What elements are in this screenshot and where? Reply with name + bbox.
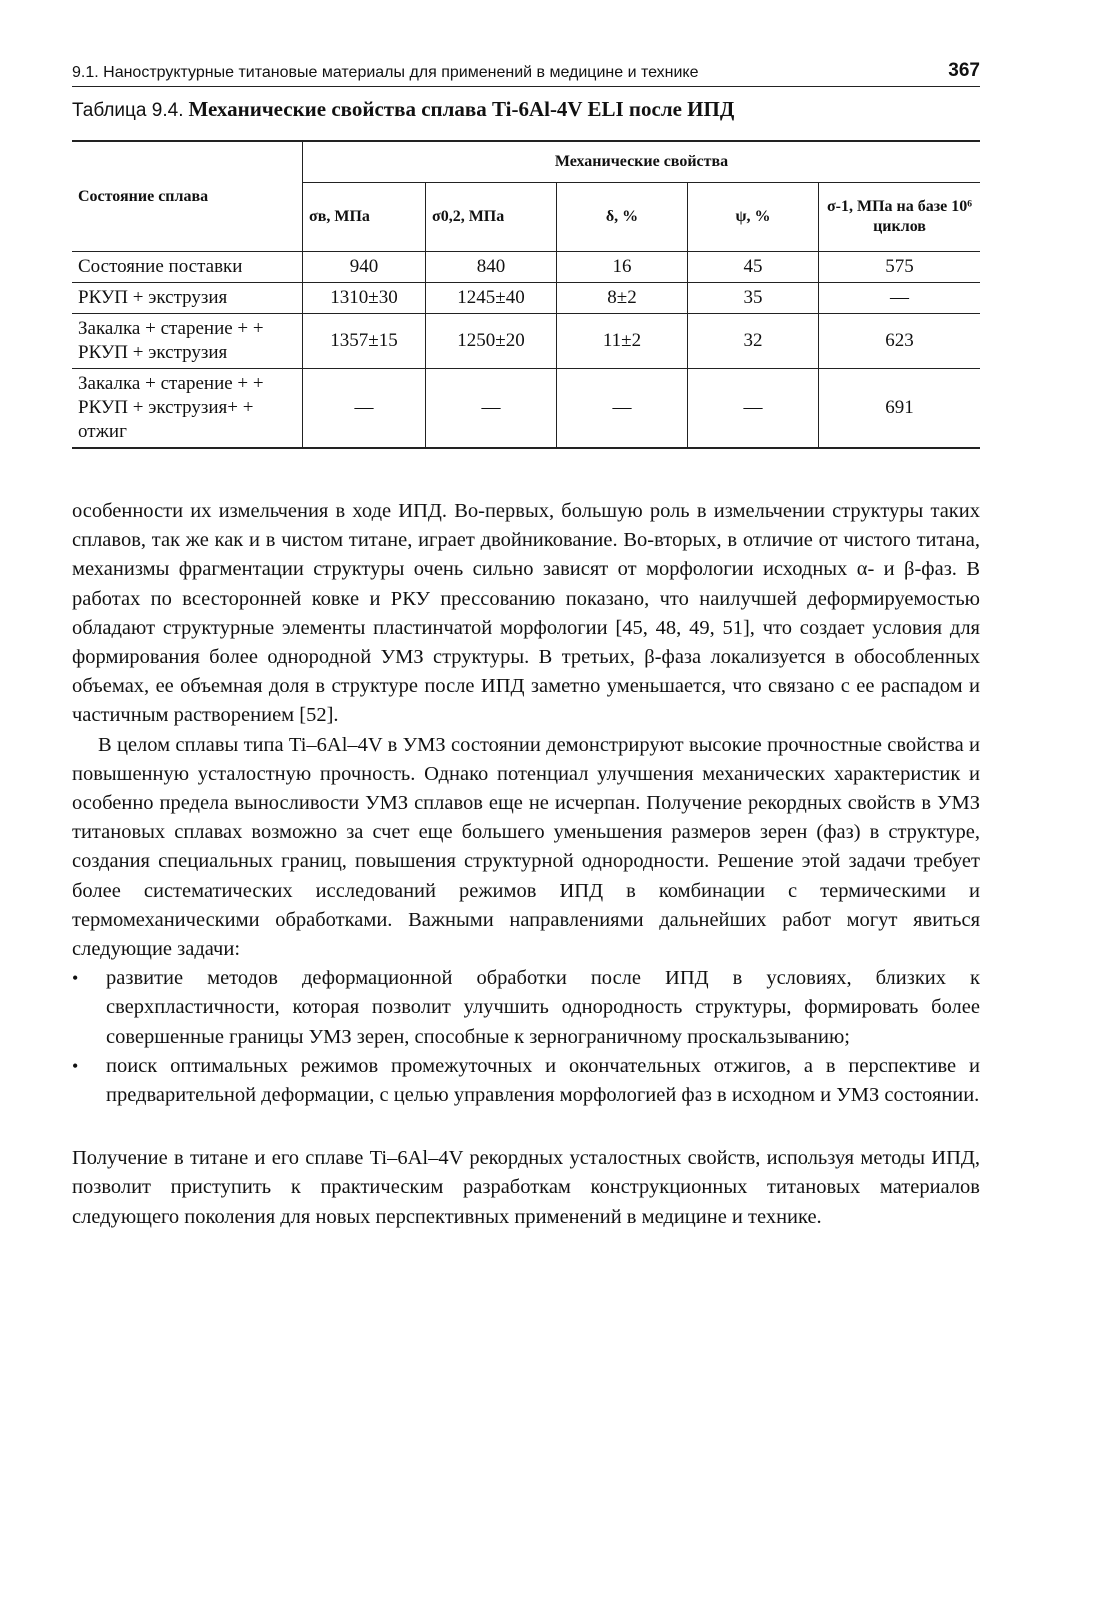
cell-value: —: [557, 369, 688, 449]
cell-value: 840: [426, 252, 557, 283]
cell-value: 1250±20: [426, 314, 557, 369]
cell-value: 1245±40: [426, 283, 557, 314]
elongation-header: δ, %: [557, 183, 688, 252]
bullet-icon: •: [72, 968, 79, 989]
cell-value: —: [688, 369, 819, 449]
reduction-area-header: ψ, %: [688, 183, 819, 252]
cell-value: 1310±30: [303, 283, 426, 314]
table-caption: [72, 97, 980, 122]
paragraph: В целом сплавы типа Ti–6Al–4V в УМЗ состоянии демонстрируют высокие прочностные свойства и повышенную усталостную прочность. Однако потенциал улучшения механических характеристик и особенно предела выносливости УМЗ сплавов еще не исчерпан. Получение рекордных свойств в УМЗ титановых сплавах возможно за счет еще большего уменьшения размеров зерен (фаз) в структуре, создания специальных границ, повышения структурной однородности. Решение этой задачи требует более систематических исследований режимов ИПД в комбинации с термическими и термомеханическими обработками. Важными направлениями дальнейших работ могут явиться следующие задачи:: [72, 733, 980, 961]
list-item: [72, 1052, 980, 1110]
cell-value: 11±2: [557, 314, 688, 369]
table-caption-label: Таблица 9.4.: [72, 100, 184, 121]
cell-value: 575: [819, 252, 981, 283]
state-column-header: Состояние сплава: [72, 141, 303, 252]
cell-value: —: [303, 369, 426, 449]
conclusion-paragraph: Получение в титане и его сплаве Ti–6Al–4V рекордных усталостных свойств, используя методы ИПД, позволит приступить к практическим разработкам конструкционных титановых материалов следующего поколения для новых перспективных применений в медицине и технике.: [72, 1147, 980, 1228]
table-row: [72, 314, 980, 369]
yield-strength-header: σ0,2, МПа: [426, 183, 557, 252]
task-list: [72, 964, 980, 1110]
section-title: 9.1. Наноструктурные титановые материалы для применений в медицине и технике: [72, 64, 699, 81]
table-row: [72, 283, 980, 314]
cell-value: 32: [688, 314, 819, 369]
table-row: [72, 369, 980, 449]
running-header: [72, 60, 980, 87]
row-state: РКУП + экструзия: [72, 283, 303, 314]
fatigue-limit-header: σ-1, МПа на базе 10⁶ циклов: [819, 183, 981, 252]
cell-value: 623: [819, 314, 981, 369]
list-item: [72, 964, 980, 1052]
cell-value: 35: [688, 283, 819, 314]
ultimate-strength-header: σв, МПа: [303, 183, 426, 252]
cell-value: 45: [688, 252, 819, 283]
cell-value: —: [426, 369, 557, 449]
paragraph: особенности их измельчения в ходе ИПД. Во-первых, большую роль в измельчении структуры таких сплавов, так же как и в чистом титане, играет двойникование. Во-вторых, в отличие от чистого титана, механизмы фрагментации структуры очень сильно зависят от морфологии исходных α- и β-фаз. В работах по всесторонней ковке и РКУ прессованию показано, что наилучшей деформируемостью обладают структурные элементы пластинчатой морфологии [45, 48, 49, 51], что создает условия для формирования более однородной УМЗ структуры. В третьих, β-фаза локализуется в обособленных объемах, ее объемная доля в структуре после ИПД заметно уменьшается, что связано с ее распадом и частичным растворением [52].: [72, 500, 980, 727]
row-state: Состояние поставки: [72, 252, 303, 283]
list-item-text: поиск оптимальных режимов промежуточных и окончательных отжигов, а в перспективе и предварительной деформации, с целью управления морфологией фаз в исходном и УМЗ состоянии.: [106, 1054, 980, 1107]
table-row: [72, 252, 980, 283]
row-state: Закалка + старение + + РКУП + экструзия: [72, 314, 303, 369]
body-text: [72, 497, 980, 1110]
mechanical-properties-table: [72, 140, 980, 449]
row-state: Закалка + старение + + РКУП + экструзия+ + отжиг: [72, 369, 303, 449]
cell-value: 16: [557, 252, 688, 283]
list-item-text: развитие методов деформационной обработки после ИПД в условиях, близких к сверхпластичности, которая позволит улучшить однородность структуры, формировать более совершенные границы УМЗ зерен, способные к зернограничному проскальзыванию;: [106, 967, 980, 1048]
cell-value: 691: [819, 369, 981, 449]
table-caption-title: Механические свойства сплава Ti-6Al-4V ELI после ИПД: [188, 97, 735, 121]
bullet-icon: •: [72, 1055, 79, 1076]
cell-value: 1357±15: [303, 314, 426, 369]
properties-group-header: Механические свойства: [303, 141, 981, 183]
cell-value: —: [819, 283, 981, 314]
page-number: 367: [948, 60, 980, 81]
cell-value: 8±2: [557, 283, 688, 314]
cell-value: 940: [303, 252, 426, 283]
book-page: [72, 60, 980, 1232]
